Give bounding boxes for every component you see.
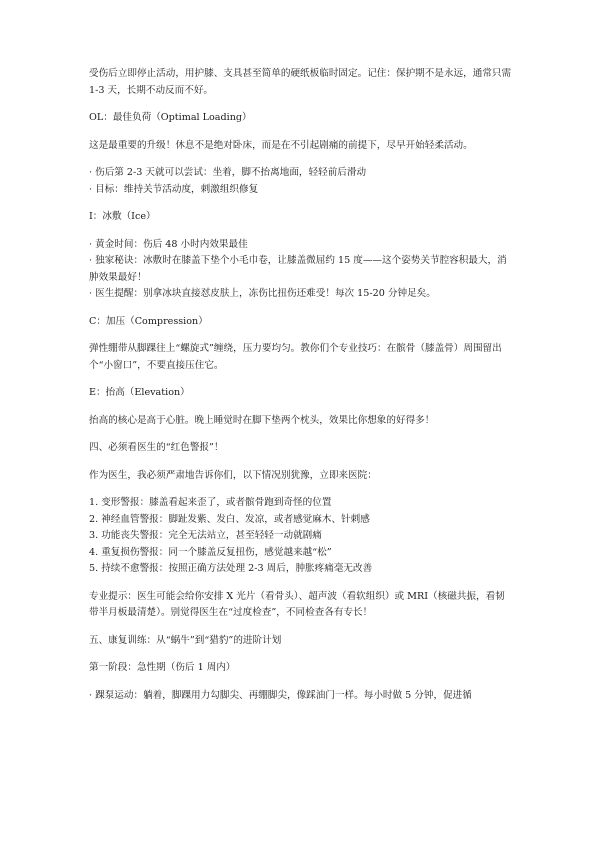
numbered-item: 1. 变形警报：膝盖看起来歪了，或者髌骨跑到奇怪的位置 — [89, 497, 332, 508]
professional-tip-paragraph: 专业提示：医生可能会给你安排 X 光片（看骨头）、超声波（看软组织）或 MRI（核磁共振，看韧带半月板最清楚）。别觉得医生在“过度检查”，不同检查各有专长！ — [89, 590, 505, 618]
section-heading-rehab: 五、康复训练：从“蜗牛”到“猎豹”的进阶计划 — [89, 634, 282, 646]
numbered-item: 4. 重复损伤警报：同一个膝盖反复扭伤，感觉越来越“松” — [89, 546, 332, 558]
section-heading-ice: I：冰敷（Ice） — [89, 211, 156, 222]
numbered-item: 3. 功能丧失警报：完全无法站立，甚至轻轻一动就剧痛 — [89, 530, 322, 541]
list-item: · 医生提醒：别拿冰块直接怼皮肤上，冻伤比扭伤还难受！每次 15-20 分钟足矣。 — [89, 288, 436, 299]
list-item: · 踝泵运动：躺着，脚踝用力勾脚尖、再绷脚尖，像踩油门一样。每小时做 5 分钟，促进循 — [89, 689, 472, 701]
list-item: · 目标：维持关节活动度，刺激组织修复 — [89, 183, 259, 195]
optimal-loading-paragraph: 这是最重要的升级！休息不是绝对卧床，而是在不引起剧痛的前提下，尽早开始轻柔活动。 — [89, 139, 473, 151]
red-alerts-intro: 作为医生，我必须严肃地告诉你们，以下情况别犹豫，立即来医院： — [89, 469, 377, 481]
list-item: · 独家秘诀：冰敷时在膝盖下垫个小毛巾卷，让膝盖微屈约 15 度——这个姿势关节腔容积最大，消肿效果最好！ — [89, 255, 507, 283]
protection-paragraph: 受伤后立即停止活动，用护膝、支具甚至简单的硬纸板临时固定。记住：保护期不是永远，通常只需 1-3 天，长期不动反而不好。 — [89, 68, 512, 96]
elevation-paragraph: 抬高的核心是高于心脏。晚上睡觉时在脚下垫两个枕头，效果比你想象的好得多！ — [89, 414, 435, 426]
section-heading-red-alerts: 四、必须看医生的“红色警报”！ — [89, 442, 224, 453]
list-item: · 伤后第 2-3 天就可以尝试：坐着，脚不抬离地面，轻轻前后滑动 — [89, 167, 367, 178]
numbered-item: 5. 持续不愈警报：按照正确方法处理 2-3 周后，肿胀疼痛毫无改善 — [89, 563, 373, 574]
document-body — [89, 66, 513, 704]
numbered-item: 2. 神经血管警报：脚趾发紫、发白、发凉，或者感觉麻木、针刺感 — [89, 513, 370, 525]
compression-paragraph: 弹性绷带从脚踝往上“螺旋式”缠绕，压力要均匀。教你们个专业技巧：在髌骨（膝盖骨）周围留出个“小窗口”，不要直接压住它。 — [89, 343, 502, 371]
section-heading-optimal-loading: OL：最佳负荷（Optimal Loading） — [89, 112, 252, 123]
subheading-acute-phase: 第一阶段：急性期（伤后 1 周内） — [89, 662, 236, 673]
section-heading-compression: C：加压（Compression） — [89, 315, 208, 327]
list-item: · 黄金时间：伤后 48 小时内效果最佳 — [89, 238, 248, 250]
section-heading-elevation: E：抬高（Elevation） — [89, 387, 190, 398]
